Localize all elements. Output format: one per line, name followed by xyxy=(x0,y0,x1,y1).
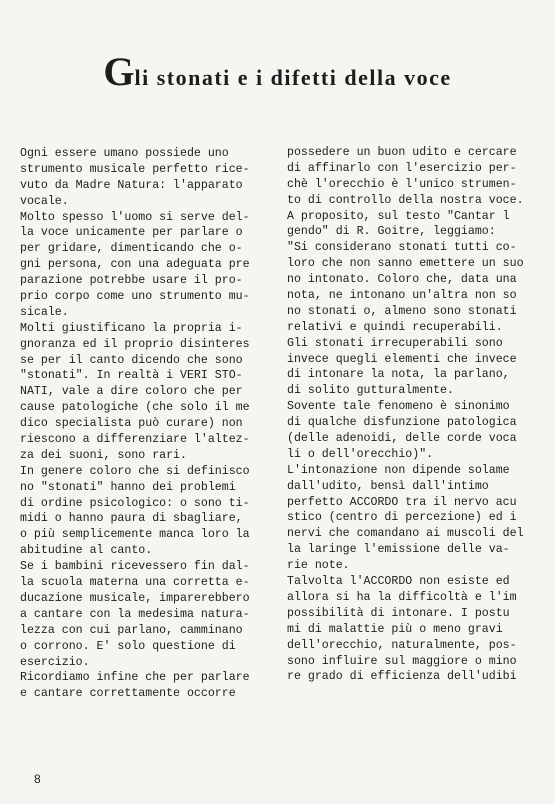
text-line: riescono a differenziare l'altez- xyxy=(20,433,250,447)
text-line: In genere coloro che si definisco xyxy=(20,464,250,478)
text-line: di intonare la nota, la parlano, xyxy=(287,368,510,382)
text-line: la laringe l'emissione delle va- xyxy=(287,543,510,557)
text-line: A proposito, sul testo "Cantar l xyxy=(287,209,510,223)
article-title xyxy=(0,48,555,95)
text-line: L'intonazione non dipende solame xyxy=(287,463,510,477)
text-line: gnoranza ed il proprio disinteres xyxy=(20,337,250,351)
text-line: Ogni essere umano possiede uno xyxy=(20,147,229,160)
text-line: mi di malattie più o meno gravi xyxy=(287,622,503,636)
text-line: relativi e quindi recuperabili. xyxy=(287,320,503,334)
text-line: Sovente tale fenomeno è sinonimo xyxy=(287,400,510,414)
text-line: to di controllo della nostra voce. xyxy=(287,193,524,207)
text-line: la scuola materna una corretta e- xyxy=(20,576,250,590)
text-line: per gridare, dimenticando che o- xyxy=(20,242,243,256)
text-line: di affinarlo con l'esercizio per- xyxy=(287,161,517,175)
text-line: o più semplicemente manca loro la xyxy=(20,528,250,542)
text-line: no stonati o, almeno sono stonati xyxy=(287,304,517,318)
text-line: lezza con cui parlano, camminano xyxy=(20,623,243,637)
text-line: nervi che comandano ai muscoli del xyxy=(287,527,524,541)
text-line: dell'orecchio, naturalmente, pos- xyxy=(287,638,517,652)
text-line: sono influire sul maggiore o mino xyxy=(287,654,517,668)
text-line: perfetto ACCORDO tra il nervo acu xyxy=(287,495,517,509)
text-line: "Si considerano stonati tutti co- xyxy=(287,241,517,255)
text-line: vuto da Madre Natura: l'apparato xyxy=(20,178,243,192)
text-line: NATI, vale a dire coloro che per xyxy=(20,385,243,399)
text-line: a cantare con la medesima natura- xyxy=(20,607,250,621)
text-column-right xyxy=(287,145,545,685)
text-line: strumento musicale perfetto rice- xyxy=(20,162,250,176)
text-line: gni persona, con una adeguata pre xyxy=(20,258,250,272)
text-line: se per il canto dicendo che sono xyxy=(20,353,243,367)
text-line: prio corpo come uno strumento mu- xyxy=(20,290,250,304)
text-line: ducazione musicale, imparerebbero xyxy=(20,591,250,605)
text-line: invece quegli elementi che invece xyxy=(287,352,517,366)
text-line: rie note. xyxy=(287,559,350,573)
text-line: re grado di efficienza dell'udibi xyxy=(287,670,517,684)
text-line: Se i bambini ricevessero fin dal- xyxy=(20,560,250,574)
text-line: possedere un buon udito e cercare xyxy=(287,146,517,159)
text-line: Molti giustificano la propria i- xyxy=(20,321,243,335)
text-line: allora si ha la difficoltà e l'im xyxy=(287,590,517,604)
text-line: (delle adenoidi, delle corde voca xyxy=(287,432,517,446)
text-line: possibilità di intonare. I postu xyxy=(287,606,510,620)
text-line: di qualche disfunzione patologica xyxy=(287,416,517,430)
title-rest: li stonati e i difetti della voce xyxy=(134,65,452,90)
text-line: za dei suoni, sono rari. xyxy=(20,448,187,462)
text-line: e cantare correttamente occorre xyxy=(20,687,236,701)
page-number: 8 xyxy=(34,772,41,786)
text-line: o corrono. E' solo questione di xyxy=(20,639,236,653)
text-line: stico (centro di percezione) ed i xyxy=(287,511,517,525)
text-column-left xyxy=(20,146,275,702)
text-line: parazione potrebbe usare il pro- xyxy=(20,274,243,288)
text-line: li o dell'orecchio)". xyxy=(287,447,434,461)
text-line: nota, ne intonano un'altra non so xyxy=(287,289,517,303)
text-line: abitudine al canto. xyxy=(20,544,153,558)
text-line: cause patologiche (che solo il me xyxy=(20,401,250,415)
text-line: di ordine psicologico: o sono ti- xyxy=(20,496,250,510)
text-line: sicale. xyxy=(20,305,69,319)
text-line: Molto spesso l'uomo si serve del- xyxy=(20,210,250,224)
text-line: "stonati". In realtà i VERI STO- xyxy=(20,369,243,383)
text-line: Ricordiamo infine che per parlare xyxy=(20,671,250,685)
text-line: esercizio. xyxy=(20,655,90,669)
text-line: chè l'orecchio è l'unico strumen- xyxy=(287,177,517,191)
text-line: vocale. xyxy=(20,194,69,208)
text-line: midi o hanno paura di sbagliare, xyxy=(20,512,243,526)
text-line: di solito gutturalmente. xyxy=(287,384,454,398)
text-line: no intonato. Coloro che, data una xyxy=(287,273,517,287)
text-line: no "stonati" hanno dei problemi xyxy=(20,480,236,494)
text-line: Gli stonati irrecuperabili sono xyxy=(287,336,503,350)
text-line: dall'udito, bensì dall'intimo xyxy=(287,479,489,493)
text-line: loro che non sanno emettere un suo xyxy=(287,257,524,271)
text-line: Talvolta l'ACCORDO non esiste ed xyxy=(287,575,510,589)
text-line: gendo" di R. Goitre, leggiamo: xyxy=(287,225,496,239)
text-line: la voce unicamente per parlare o xyxy=(20,226,243,240)
title-initial: G xyxy=(103,49,135,94)
text-line: dico specialista può curare) non xyxy=(20,417,243,431)
